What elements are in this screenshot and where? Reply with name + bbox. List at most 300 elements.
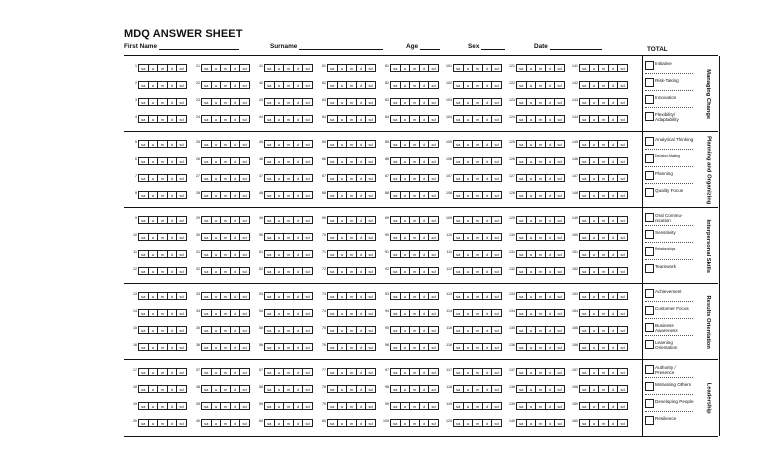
option-a[interactable]: a bbox=[149, 175, 159, 181]
option-sa[interactable]: sa bbox=[517, 99, 527, 105]
option-a[interactable]: a bbox=[590, 386, 600, 392]
option-sa[interactable]: sa bbox=[517, 369, 527, 375]
option-d[interactable]: d bbox=[483, 192, 493, 198]
option-d[interactable]: d bbox=[609, 116, 619, 122]
option-a[interactable]: a bbox=[464, 420, 474, 426]
option-sa[interactable]: sa bbox=[139, 293, 149, 299]
option-m[interactable]: m bbox=[536, 293, 546, 299]
option-a[interactable]: a bbox=[212, 293, 222, 299]
option-d[interactable]: d bbox=[357, 65, 367, 71]
option-m[interactable]: m bbox=[473, 268, 483, 274]
option-a[interactable]: a bbox=[527, 310, 537, 316]
option-m[interactable]: m bbox=[347, 268, 357, 274]
option-m[interactable]: m bbox=[158, 310, 168, 316]
option-a[interactable]: a bbox=[275, 192, 285, 198]
option-m[interactable]: m bbox=[284, 82, 294, 88]
option-sd[interactable]: sd bbox=[242, 159, 247, 164]
option-sd[interactable]: sd bbox=[557, 252, 562, 257]
option-d[interactable]: d bbox=[546, 234, 556, 240]
option-d[interactable]: d bbox=[294, 403, 304, 409]
option-a[interactable]: a bbox=[338, 158, 348, 164]
option-d[interactable]: d bbox=[168, 217, 178, 223]
option-a[interactable]: a bbox=[149, 82, 159, 88]
option-sa[interactable]: sa bbox=[202, 99, 212, 105]
option-a[interactable]: a bbox=[590, 217, 600, 223]
option-sa[interactable]: sa bbox=[580, 344, 590, 350]
option-d[interactable]: d bbox=[168, 234, 178, 240]
option-a[interactable]: a bbox=[212, 344, 222, 350]
option-a[interactable]: a bbox=[338, 327, 348, 333]
option-sd[interactable]: sd bbox=[242, 218, 247, 223]
option-a[interactable]: a bbox=[338, 293, 348, 299]
option-m[interactable]: m bbox=[410, 268, 420, 274]
option-m[interactable]: m bbox=[599, 99, 609, 105]
option-m[interactable]: m bbox=[473, 403, 483, 409]
option-a[interactable]: a bbox=[212, 99, 222, 105]
option-m[interactable]: m bbox=[221, 310, 231, 316]
option-sa[interactable]: sa bbox=[202, 158, 212, 164]
option-a[interactable]: a bbox=[401, 234, 411, 240]
option-sa[interactable]: sa bbox=[580, 251, 590, 257]
option-d[interactable]: d bbox=[546, 293, 556, 299]
option-a[interactable]: a bbox=[590, 344, 600, 350]
option-a[interactable]: a bbox=[338, 234, 348, 240]
option-a[interactable]: a bbox=[401, 369, 411, 375]
date-field[interactable] bbox=[534, 43, 602, 50]
option-m[interactable]: m bbox=[536, 420, 546, 426]
option-d[interactable]: d bbox=[609, 386, 619, 392]
option-a[interactable]: a bbox=[149, 234, 159, 240]
option-m[interactable]: m bbox=[284, 99, 294, 105]
option-sa[interactable]: sa bbox=[517, 141, 527, 147]
option-sd[interactable]: sd bbox=[557, 370, 562, 375]
option-m[interactable]: m bbox=[221, 217, 231, 223]
option-sd[interactable]: sd bbox=[179, 269, 184, 274]
option-a[interactable]: a bbox=[212, 251, 222, 257]
option-m[interactable]: m bbox=[221, 327, 231, 333]
option-m[interactable]: m bbox=[158, 217, 168, 223]
option-a[interactable]: a bbox=[401, 175, 411, 181]
option-sd[interactable]: sd bbox=[368, 193, 373, 198]
option-sa[interactable]: sa bbox=[139, 386, 149, 392]
option-d[interactable]: d bbox=[609, 234, 619, 240]
option-sa[interactable]: sa bbox=[454, 158, 464, 164]
option-a[interactable]: a bbox=[149, 192, 159, 198]
option-m[interactable]: m bbox=[221, 192, 231, 198]
option-a[interactable]: a bbox=[590, 65, 600, 71]
option-m[interactable]: m bbox=[158, 403, 168, 409]
option-d[interactable]: d bbox=[546, 192, 556, 198]
option-sd[interactable]: sd bbox=[431, 387, 436, 392]
option-m[interactable]: m bbox=[536, 116, 546, 122]
option-sa[interactable]: sa bbox=[391, 234, 401, 240]
option-m[interactable]: m bbox=[221, 403, 231, 409]
option-d[interactable]: d bbox=[168, 65, 178, 71]
option-a[interactable]: a bbox=[464, 251, 474, 257]
option-m[interactable]: m bbox=[599, 251, 609, 257]
total-box[interactable] bbox=[645, 382, 654, 391]
option-sa[interactable]: sa bbox=[580, 158, 590, 164]
first-name-blank[interactable] bbox=[159, 43, 239, 50]
option-sa[interactable]: sa bbox=[391, 344, 401, 350]
option-sa[interactable]: sa bbox=[517, 217, 527, 223]
option-d[interactable]: d bbox=[609, 310, 619, 316]
option-a[interactable]: a bbox=[338, 116, 348, 122]
option-sa[interactable]: sa bbox=[517, 344, 527, 350]
option-d[interactable]: d bbox=[609, 141, 619, 147]
option-m[interactable]: m bbox=[599, 344, 609, 350]
option-m[interactable]: m bbox=[347, 116, 357, 122]
option-d[interactable]: d bbox=[357, 251, 367, 257]
option-d[interactable]: d bbox=[609, 99, 619, 105]
option-d[interactable]: d bbox=[357, 293, 367, 299]
option-a[interactable]: a bbox=[590, 82, 600, 88]
option-a[interactable]: a bbox=[212, 217, 222, 223]
option-sd[interactable]: sd bbox=[494, 159, 499, 164]
option-a[interactable]: a bbox=[401, 82, 411, 88]
option-a[interactable]: a bbox=[527, 420, 537, 426]
option-m[interactable]: m bbox=[410, 175, 420, 181]
option-sd[interactable]: sd bbox=[368, 404, 373, 409]
option-sa[interactable]: sa bbox=[265, 192, 275, 198]
option-d[interactable]: d bbox=[483, 369, 493, 375]
option-m[interactable]: m bbox=[473, 82, 483, 88]
option-sa[interactable]: sa bbox=[580, 99, 590, 105]
option-m[interactable]: m bbox=[221, 141, 231, 147]
option-sd[interactable]: sd bbox=[242, 370, 247, 375]
option-sa[interactable]: sa bbox=[202, 327, 212, 333]
option-sa[interactable]: sa bbox=[580, 116, 590, 122]
total-box[interactable] bbox=[645, 137, 654, 146]
option-sa[interactable]: sa bbox=[139, 158, 149, 164]
option-sd[interactable]: sd bbox=[494, 421, 499, 426]
option-sa[interactable]: sa bbox=[202, 420, 212, 426]
option-d[interactable]: d bbox=[231, 327, 241, 333]
total-box[interactable] bbox=[645, 171, 654, 180]
option-sd[interactable]: sd bbox=[179, 421, 184, 426]
option-sa[interactable]: sa bbox=[139, 327, 149, 333]
option-sa[interactable]: sa bbox=[265, 99, 275, 105]
option-sd[interactable]: sd bbox=[179, 117, 184, 122]
option-a[interactable]: a bbox=[275, 158, 285, 164]
option-m[interactable]: m bbox=[221, 369, 231, 375]
option-d[interactable]: d bbox=[357, 234, 367, 240]
option-sa[interactable]: sa bbox=[139, 369, 149, 375]
option-m[interactable]: m bbox=[536, 82, 546, 88]
option-sa[interactable]: sa bbox=[454, 344, 464, 350]
option-m[interactable]: m bbox=[599, 420, 609, 426]
option-m[interactable]: m bbox=[473, 369, 483, 375]
option-a[interactable]: a bbox=[527, 192, 537, 198]
option-sd[interactable]: sd bbox=[557, 66, 562, 71]
total-box[interactable] bbox=[645, 416, 654, 425]
option-a[interactable]: a bbox=[464, 116, 474, 122]
option-a[interactable]: a bbox=[464, 175, 474, 181]
option-sa[interactable]: sa bbox=[580, 234, 590, 240]
option-sd[interactable]: sd bbox=[368, 159, 373, 164]
option-m[interactable]: m bbox=[284, 65, 294, 71]
option-sd[interactable]: sd bbox=[620, 421, 625, 426]
option-sd[interactable]: sd bbox=[620, 252, 625, 257]
option-d[interactable]: d bbox=[483, 217, 493, 223]
option-d[interactable]: d bbox=[231, 65, 241, 71]
option-a[interactable]: a bbox=[338, 268, 348, 274]
option-d[interactable]: d bbox=[483, 344, 493, 350]
option-sa[interactable]: sa bbox=[580, 192, 590, 198]
option-d[interactable]: d bbox=[168, 293, 178, 299]
option-m[interactable]: m bbox=[158, 344, 168, 350]
option-a[interactable]: a bbox=[401, 158, 411, 164]
option-d[interactable]: d bbox=[546, 65, 556, 71]
option-sd[interactable]: sd bbox=[494, 269, 499, 274]
option-sd[interactable]: sd bbox=[620, 142, 625, 147]
option-d[interactable]: d bbox=[483, 158, 493, 164]
option-a[interactable]: a bbox=[338, 310, 348, 316]
option-sa[interactable]: sa bbox=[580, 65, 590, 71]
option-sa[interactable]: sa bbox=[580, 310, 590, 316]
option-sd[interactable]: sd bbox=[242, 311, 247, 316]
option-a[interactable]: a bbox=[212, 116, 222, 122]
option-sa[interactable]: sa bbox=[328, 65, 338, 71]
option-a[interactable]: a bbox=[212, 268, 222, 274]
option-m[interactable]: m bbox=[221, 293, 231, 299]
option-a[interactable]: a bbox=[527, 99, 537, 105]
option-sa[interactable]: sa bbox=[454, 403, 464, 409]
option-a[interactable]: a bbox=[149, 327, 159, 333]
option-m[interactable]: m bbox=[410, 158, 420, 164]
option-sa[interactable]: sa bbox=[391, 175, 401, 181]
option-sd[interactable]: sd bbox=[305, 117, 310, 122]
option-a[interactable]: a bbox=[401, 65, 411, 71]
option-d[interactable]: d bbox=[483, 175, 493, 181]
option-m[interactable]: m bbox=[599, 403, 609, 409]
option-a[interactable]: a bbox=[212, 327, 222, 333]
option-m[interactable]: m bbox=[284, 234, 294, 240]
option-m[interactable]: m bbox=[599, 268, 609, 274]
option-a[interactable]: a bbox=[401, 141, 411, 147]
option-d[interactable]: d bbox=[609, 369, 619, 375]
option-sd[interactable]: sd bbox=[494, 370, 499, 375]
total-box[interactable] bbox=[645, 154, 654, 163]
option-sa[interactable]: sa bbox=[265, 420, 275, 426]
option-d[interactable]: d bbox=[357, 268, 367, 274]
option-sa[interactable]: sa bbox=[328, 192, 338, 198]
option-d[interactable]: d bbox=[483, 234, 493, 240]
option-d[interactable]: d bbox=[546, 175, 556, 181]
option-sa[interactable]: sa bbox=[454, 234, 464, 240]
option-m[interactable]: m bbox=[221, 82, 231, 88]
option-m[interactable]: m bbox=[158, 268, 168, 274]
option-sd[interactable]: sd bbox=[242, 269, 247, 274]
option-sd[interactable]: sd bbox=[179, 193, 184, 198]
option-sa[interactable]: sa bbox=[391, 192, 401, 198]
option-sd[interactable]: sd bbox=[494, 66, 499, 71]
total-box[interactable] bbox=[645, 61, 654, 70]
option-sd[interactable]: sd bbox=[431, 235, 436, 240]
option-sa[interactable]: sa bbox=[517, 403, 527, 409]
option-d[interactable]: d bbox=[546, 344, 556, 350]
option-sd[interactable]: sd bbox=[431, 83, 436, 88]
option-a[interactable]: a bbox=[527, 369, 537, 375]
option-sa[interactable]: sa bbox=[391, 65, 401, 71]
option-m[interactable]: m bbox=[347, 234, 357, 240]
option-sd[interactable]: sd bbox=[179, 404, 184, 409]
option-m[interactable]: m bbox=[599, 116, 609, 122]
option-a[interactable]: a bbox=[149, 420, 159, 426]
option-sd[interactable]: sd bbox=[431, 159, 436, 164]
option-m[interactable]: m bbox=[158, 420, 168, 426]
option-d[interactable]: d bbox=[357, 141, 367, 147]
option-a[interactable]: a bbox=[527, 82, 537, 88]
option-sd[interactable]: sd bbox=[494, 235, 499, 240]
option-sa[interactable]: sa bbox=[139, 403, 149, 409]
option-a[interactable]: a bbox=[464, 192, 474, 198]
option-sd[interactable]: sd bbox=[179, 159, 184, 164]
option-sd[interactable]: sd bbox=[620, 117, 625, 122]
option-sd[interactable]: sd bbox=[494, 252, 499, 257]
option-sd[interactable]: sd bbox=[305, 387, 310, 392]
total-box[interactable] bbox=[645, 264, 654, 273]
option-m[interactable]: m bbox=[536, 234, 546, 240]
option-sd[interactable]: sd bbox=[494, 311, 499, 316]
option-sd[interactable]: sd bbox=[620, 193, 625, 198]
option-sa[interactable]: sa bbox=[265, 293, 275, 299]
option-sd[interactable]: sd bbox=[620, 311, 625, 316]
option-sd[interactable]: sd bbox=[620, 218, 625, 223]
option-m[interactable]: m bbox=[473, 217, 483, 223]
option-m[interactable]: m bbox=[536, 344, 546, 350]
option-a[interactable]: a bbox=[464, 268, 474, 274]
option-d[interactable]: d bbox=[483, 293, 493, 299]
option-m[interactable]: m bbox=[221, 116, 231, 122]
option-sa[interactable]: sa bbox=[265, 158, 275, 164]
option-sa[interactable]: sa bbox=[328, 420, 338, 426]
option-m[interactable]: m bbox=[410, 192, 420, 198]
option-d[interactable]: d bbox=[294, 116, 304, 122]
option-a[interactable]: a bbox=[527, 386, 537, 392]
option-d[interactable]: d bbox=[168, 141, 178, 147]
option-sd[interactable]: sd bbox=[179, 387, 184, 392]
option-d[interactable]: d bbox=[294, 327, 304, 333]
option-d[interactable]: d bbox=[420, 369, 430, 375]
option-sd[interactable]: sd bbox=[620, 66, 625, 71]
option-sa[interactable]: sa bbox=[391, 82, 401, 88]
option-m[interactable]: m bbox=[473, 116, 483, 122]
option-sa[interactable]: sa bbox=[202, 141, 212, 147]
option-d[interactable]: d bbox=[294, 158, 304, 164]
option-d[interactable]: d bbox=[231, 217, 241, 223]
option-sd[interactable]: sd bbox=[179, 235, 184, 240]
option-sa[interactable]: sa bbox=[454, 327, 464, 333]
option-d[interactable]: d bbox=[294, 82, 304, 88]
option-d[interactable]: d bbox=[420, 251, 430, 257]
option-sd[interactable]: sd bbox=[242, 176, 247, 181]
option-sa[interactable]: sa bbox=[391, 158, 401, 164]
option-sa[interactable]: sa bbox=[265, 251, 275, 257]
option-m[interactable]: m bbox=[347, 327, 357, 333]
option-d[interactable]: d bbox=[546, 420, 556, 426]
option-d[interactable]: d bbox=[546, 386, 556, 392]
option-d[interactable]: d bbox=[168, 268, 178, 274]
option-sd[interactable]: sd bbox=[431, 252, 436, 257]
option-d[interactable]: d bbox=[231, 369, 241, 375]
option-sd[interactable]: sd bbox=[305, 66, 310, 71]
option-d[interactable]: d bbox=[483, 268, 493, 274]
option-sa[interactable]: sa bbox=[328, 268, 338, 274]
option-a[interactable]: a bbox=[464, 327, 474, 333]
option-sa[interactable]: sa bbox=[202, 175, 212, 181]
option-sa[interactable]: sa bbox=[328, 99, 338, 105]
option-d[interactable]: d bbox=[609, 327, 619, 333]
option-m[interactable]: m bbox=[410, 141, 420, 147]
option-m[interactable]: m bbox=[158, 175, 168, 181]
option-sd[interactable]: sd bbox=[242, 66, 247, 71]
total-box[interactable] bbox=[645, 289, 654, 298]
option-a[interactable]: a bbox=[527, 327, 537, 333]
option-m[interactable]: m bbox=[536, 192, 546, 198]
option-d[interactable]: d bbox=[420, 99, 430, 105]
option-sa[interactable]: sa bbox=[580, 268, 590, 274]
option-sd[interactable]: sd bbox=[620, 328, 625, 333]
option-a[interactable]: a bbox=[590, 251, 600, 257]
option-a[interactable]: a bbox=[275, 293, 285, 299]
surname-field[interactable] bbox=[270, 43, 383, 50]
option-d[interactable]: d bbox=[483, 420, 493, 426]
option-a[interactable]: a bbox=[527, 158, 537, 164]
option-sa[interactable]: sa bbox=[391, 420, 401, 426]
option-sd[interactable]: sd bbox=[179, 100, 184, 105]
option-sd[interactable]: sd bbox=[368, 294, 373, 299]
option-a[interactable]: a bbox=[275, 268, 285, 274]
option-sd[interactable]: sd bbox=[494, 100, 499, 105]
option-d[interactable]: d bbox=[420, 116, 430, 122]
option-m[interactable]: m bbox=[158, 327, 168, 333]
option-d[interactable]: d bbox=[294, 175, 304, 181]
option-sd[interactable]: sd bbox=[620, 159, 625, 164]
option-a[interactable]: a bbox=[338, 141, 348, 147]
option-d[interactable]: d bbox=[168, 420, 178, 426]
option-sd[interactable]: sd bbox=[179, 345, 184, 350]
option-a[interactable]: a bbox=[149, 344, 159, 350]
option-a[interactable]: a bbox=[527, 293, 537, 299]
option-a[interactable]: a bbox=[464, 293, 474, 299]
option-sd[interactable]: sd bbox=[557, 142, 562, 147]
option-sd[interactable]: sd bbox=[305, 193, 310, 198]
option-sa[interactable]: sa bbox=[202, 403, 212, 409]
option-m[interactable]: m bbox=[158, 158, 168, 164]
option-m[interactable]: m bbox=[473, 192, 483, 198]
option-a[interactable]: a bbox=[275, 141, 285, 147]
option-d[interactable]: d bbox=[231, 386, 241, 392]
option-sd[interactable]: sd bbox=[368, 83, 373, 88]
option-m[interactable]: m bbox=[536, 217, 546, 223]
option-sa[interactable]: sa bbox=[580, 386, 590, 392]
option-d[interactable]: d bbox=[609, 403, 619, 409]
option-d[interactable]: d bbox=[357, 327, 367, 333]
option-d[interactable]: d bbox=[168, 158, 178, 164]
option-sd[interactable]: sd bbox=[242, 387, 247, 392]
option-sd[interactable]: sd bbox=[431, 193, 436, 198]
option-m[interactable]: m bbox=[410, 251, 420, 257]
option-a[interactable]: a bbox=[401, 268, 411, 274]
option-sa[interactable]: sa bbox=[517, 268, 527, 274]
option-m[interactable]: m bbox=[410, 293, 420, 299]
option-m[interactable]: m bbox=[284, 344, 294, 350]
option-d[interactable]: d bbox=[168, 310, 178, 316]
option-m[interactable]: m bbox=[158, 234, 168, 240]
option-sd[interactable]: sd bbox=[305, 370, 310, 375]
option-a[interactable]: a bbox=[212, 192, 222, 198]
